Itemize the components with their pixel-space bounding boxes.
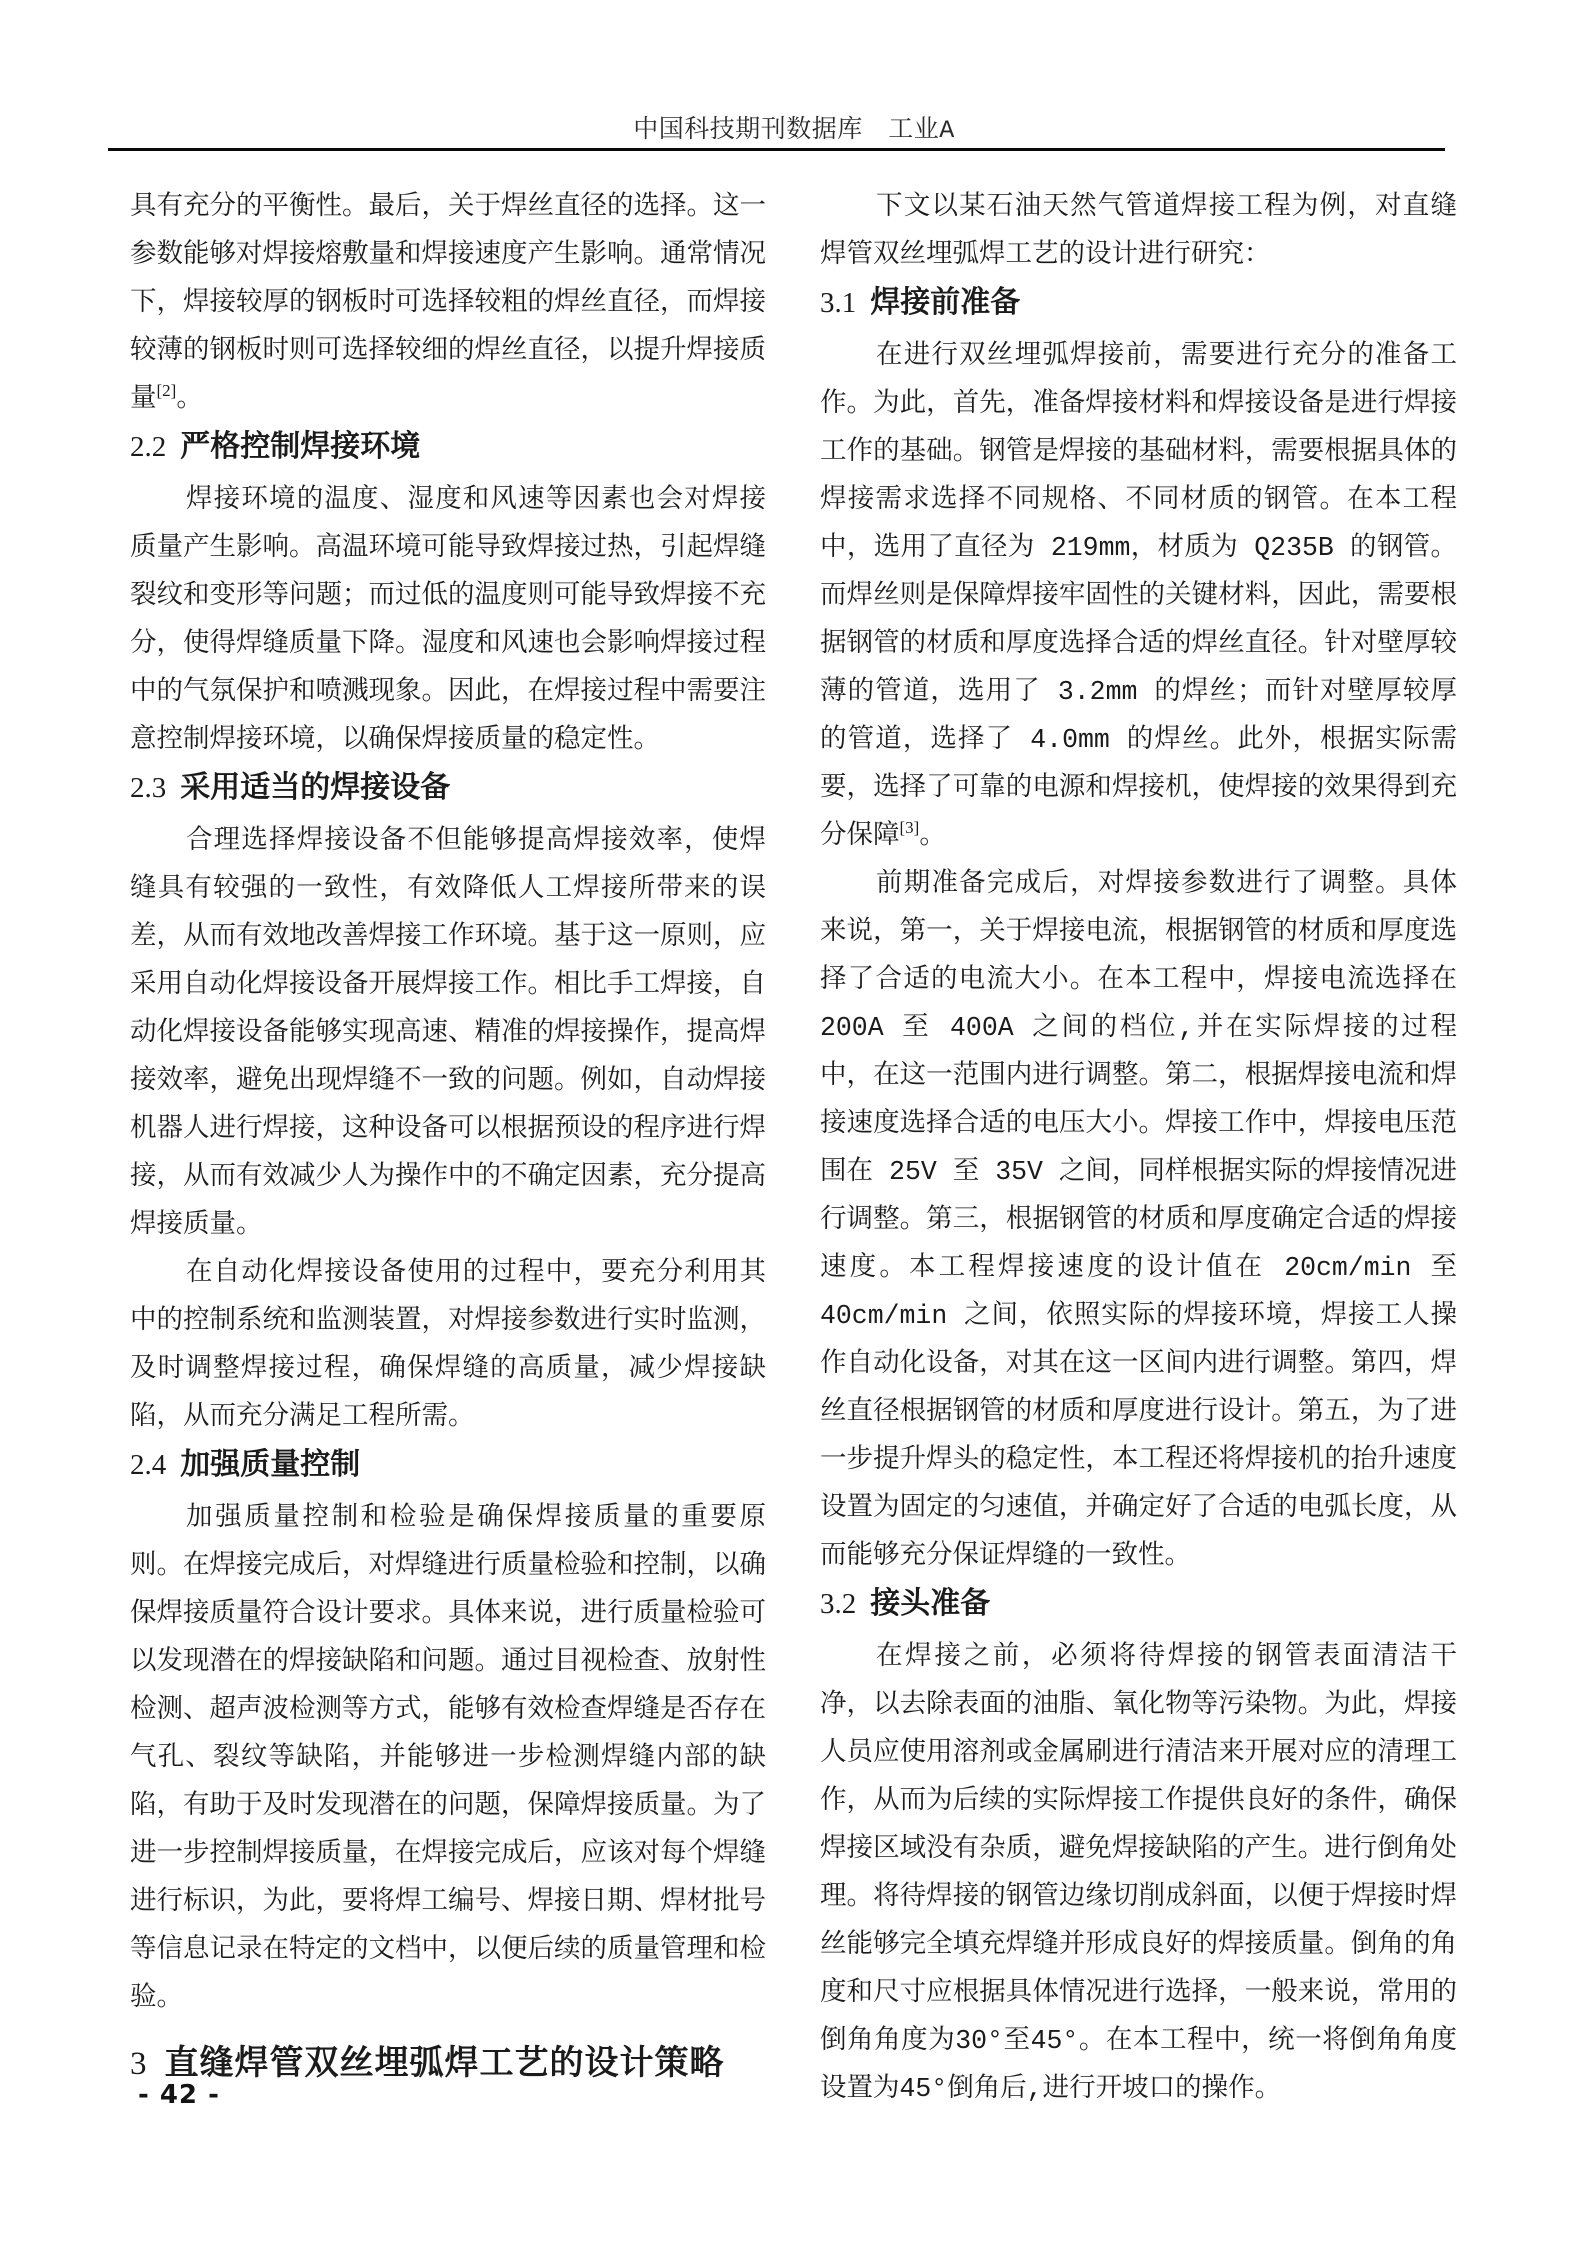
section-number: 3.1 — [820, 287, 857, 319]
section-title: 焊接前准备 — [870, 286, 1021, 319]
section-number: 3 — [130, 2046, 147, 2082]
section-heading-3-2 — [820, 1580, 1457, 1633]
paragraph: 前期准备完成后，对焊接参数进行了调整。具体来说，第一，关于焊接电流，根据钢管的材质和厚度选择了合适的电流大小。在本工程中，焊接电流选择在 200A 至 400A 之间的档位,并在实际焊接的过程中，在这一范围内进行调整。第二，根据焊接电流和焊接速度选择合适的电压大小。焊接工作中，焊接电压范围在 25V 至 35V 之间，同样根据实际的焊接情况进行调整。第三，根据钢管的材质和厚度确定合适的焊接速度。本工程焊接速度的设计值在 20cm/min 至 40cm/min 之间，依照实际的焊接环境，焊接工人操作自动化设备，对其在这一区间内进行调整。第四，焊丝直径根据钢管的材质和厚度进行设计。第五，为了进一步提升焊头的稳定性，本工程还将焊接机的抬升速度设置为固定的匀速值，并确定好了合适的电弧长度，从而能够充分保证焊缝的一致性。 — [820, 869, 1457, 1571]
journal-header-title: 中国科技期刊数据库 工业A — [633, 116, 955, 145]
page-number: - 42 - — [138, 2080, 220, 2110]
paragraph-text: 。 — [176, 384, 203, 414]
paragraph: 下文以某石油天然气管道焊接工程为例，对直缝焊管双丝埋弧焊工艺的设计进行研究： — [820, 192, 1457, 270]
section-number: 2.3 — [130, 772, 167, 804]
paragraph-continuation — [130, 183, 766, 423]
paragraph: 焊接环境的温度、湿度和风速等因素也会对焊接质量产生影响。高温环境可能导致焊接过热，引起焊缝裂纹和变形等问题；而过低的温度则可能导致焊接不充分，使得焊缝质量下降。湿度和风速也会影响焊接过程中的气氛保护和喷溅现象。因此，在焊接过程中需要注意控制焊接环境，以确保焊接质量的稳定性。 — [130, 485, 766, 755]
section-heading-3-1 — [820, 279, 1457, 332]
paragraph-text: 。 — [919, 821, 946, 851]
right-column — [820, 183, 1457, 2113]
section-heading-3 — [130, 2034, 766, 2099]
section-title: 直缝焊管双丝埋弧焊工艺的设计策略 — [164, 2044, 725, 2082]
citation-ref-2: [2] — [156, 381, 177, 401]
section-title: 接头准备 — [870, 1587, 991, 1620]
section-title: 加强质量控制 — [180, 1448, 361, 1481]
citation-ref-3: [3] — [899, 818, 920, 838]
section-number: 2.4 — [130, 1449, 167, 1481]
paragraph-text: 具有充分的平衡性。最后，关于焊丝直径的选择。这一参数能够对焊接熔敷量和焊接速度产生影响。通常情况下，焊接较厚的钢板时可选择较粗的焊丝直径，而焊接较薄的钢板时则可选择较细的焊丝直径，以提升焊接质量 — [130, 192, 766, 414]
paragraph — [820, 332, 1457, 860]
header-rule — [108, 148, 1445, 151]
paragraph: 在自动化焊接设备使用的过程中，要充分利用其中的控制系统和监测装置，对焊接参数进行实时监测，及时调整焊接过程，确保焊缝的高质量，减少焊接缺陷，从而充分满足工程所需。 — [130, 1258, 766, 1432]
section-title: 采用适当的焊接设备 — [180, 771, 451, 804]
paragraph: 加强质量控制和检验是确保焊接质量的重要原则。在焊接完成后，对焊缝进行质量检验和控制，以确保焊接质量符合设计要求。具体来说，进行质量检验可以发现潜在的焊接缺陷和问题。通过目视检查、放射性检测、超声波检测等方式，能够有效检查焊缝是否存在气孔、裂纹等缺陷，并能够进一步检测焊缝内部的缺陷，有助于及时发现潜在的问题，保障焊接质量。为了进一步控制焊接质量，在焊接完成后，应该对每个焊缝进行标识，为此，要将焊工编号、焊接日期、焊材批号等信息记录在特定的文档中，以便后续的质量管理和检验。 — [130, 1503, 766, 2013]
section-number: 2.2 — [130, 431, 167, 463]
section-title: 严格控制焊接环境 — [180, 430, 421, 463]
section-heading-2-2 — [130, 423, 766, 476]
paragraph: 合理选择焊接设备不但能够提高焊接效率，使焊缝具有较强的一致性，有效降低人工焊接所带来的误差，从而有效地改善焊接工作环境。基于这一原则，应采用自动化焊接设备开展焊接工作。相比手工焊接，自动化焊接设备能够实现高速、精准的焊接操作，提高焊接效率，避免出现焊缝不一致的问题。例如，自动焊接机器人进行焊接，这种设备可以根据预设的程序进行焊接，从而有效减少人为操作中的不确定因素，充分提高焊接质量。 — [130, 826, 766, 1240]
paragraph: 在焊接之前，必须将待焊接的钢管表面清洁干净，以去除表面的油脂、氧化物等污染物。为此，焊接人员应使用溶剂或金属刷进行清洁来开展对应的清理工作，从而为后续的实际焊接工作提供良好的条件，确保焊接区域没有杂质，避免焊接缺陷的产生。进行倒角处理。将待焊接的钢管边缘切削成斜面，以便于焊接时焊丝能够完全填充焊缝并形成良好的焊接质量。倒角的角度和尺寸应根据具体情况进行选择，一般来说，常用的倒角角度为30°至45°。在本工程中，统一将倒角角度设置为45°倒角后,进行开坡口的操作。 — [820, 1642, 1457, 2104]
section-number: 3.2 — [820, 1588, 857, 1620]
left-column — [130, 183, 766, 2099]
section-heading-2-3 — [130, 764, 766, 817]
section-heading-2-4 — [130, 1441, 766, 1494]
paragraph-text: 在进行双丝埋弧焊接前，需要进行充分的准备工作。为此，首先，准备焊接材料和焊接设备是进行焊接工作的基础。钢管是焊接的基础材料，需要根据具体的焊接需求选择不同规格、不同材质的钢管。在本工程中，选用了直径为 219mm，材质为 Q235B 的钢管。而焊丝则是保障焊接牢固性的关键材料，因此，需要根据钢管的材质和厚度选择合适的焊丝直径。针对壁厚较薄的管道，选用了 3.2mm 的焊丝；而针对壁厚较厚的管道，选择了 4.0mm 的焊丝。此外，根据实际需要，选择了可靠的电源和焊接机，使焊接的效果得到充分保障 — [820, 341, 1457, 851]
